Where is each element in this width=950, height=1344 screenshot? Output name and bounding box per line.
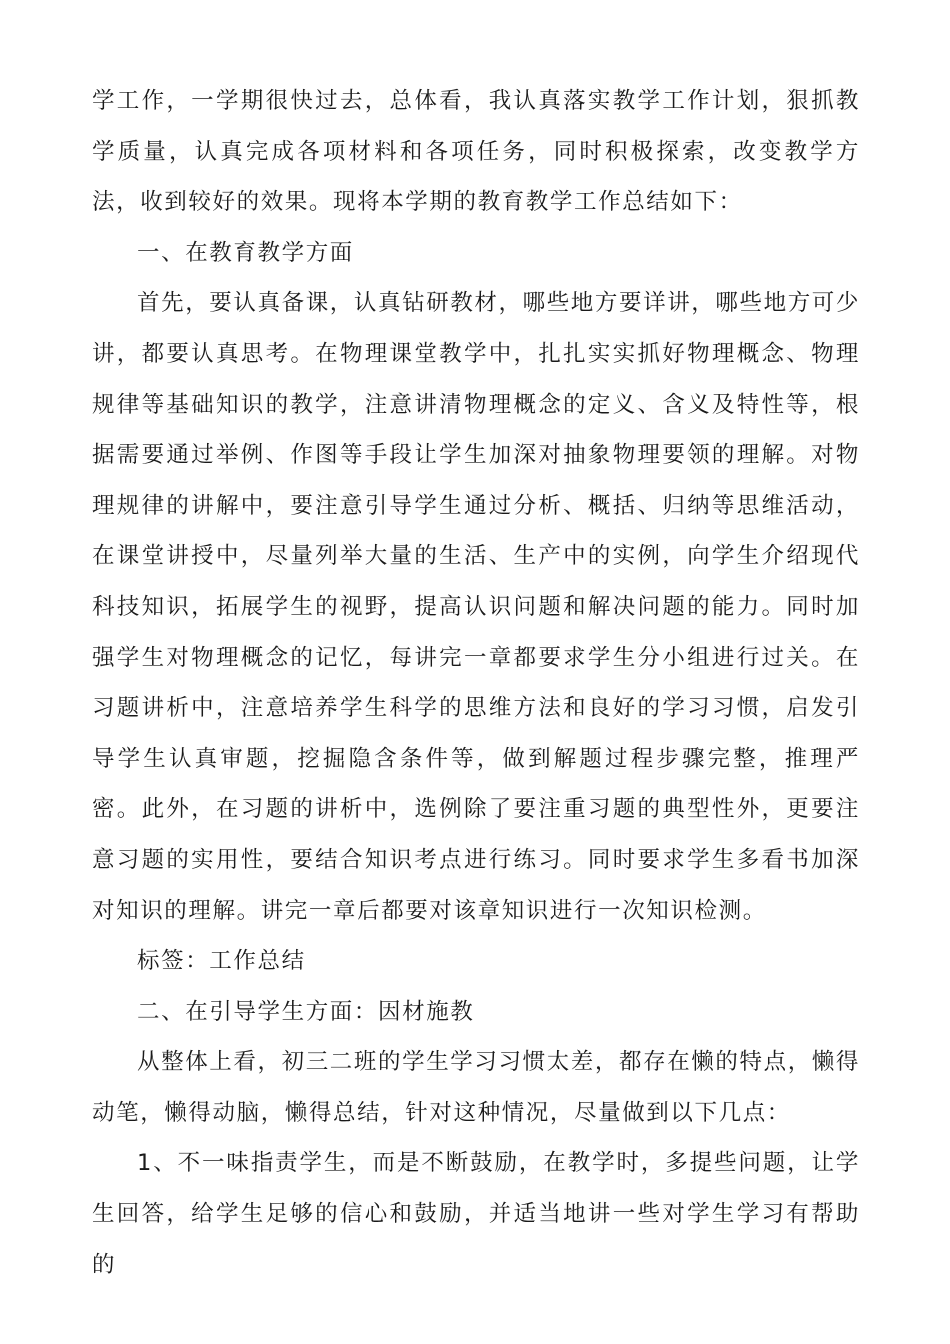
list-item-1: 1、不一味指责学生，而是不断鼓励，在教学时，多提些问题，让学生回答，给学生足够的信心和鼓励，并适当地讲一些对学生学习有帮助的 (92, 1150, 860, 1278)
heading-teaching: 一、在教育教学方面 (137, 239, 354, 266)
tag-line: 标签：工作总结 (137, 948, 306, 975)
heading-guidance: 二、在引导学生方面：因材施教 (137, 998, 475, 1025)
paragraph-teaching-body: 首先，要认真备课，认真钻研教材，哪些地方要详讲，哪些地方可少讲，都要认真思考。在物理课堂教学中，扎扎实实抓好物理概念、物理规律等基础知识的教学，注意讲清物理概念的定义、含义及特性等，根据需要通过举例、作图等手段让学生加深对抽象物理要领的理解。对物理规律的讲解中，要注意引导学生通过分析、概括、归纳等思维活动，在课堂讲授中，尽量列举大量的生活、生产中的实例，向学生介绍现代科技知识，拓展学生的视野，提高认识问题和解决问题的能力。同时加强学生对物理概念的记忆，每讲完一章都要求学生分小组进行过关。在习题讲析中，注意培养学生科学的思维方法和良好的学习习惯，启发引导学生认真审题，挖掘隐含条件等，做到解题过程步骤完整，推理严密。此外，在习题的讲析中，选例除了要注重习题的典型性外，更要注意习题的实用性，要结合知识考点进行练习。同时要求学生多看书加深对知识的理解。讲完一章后都要对该章知识进行一次知识检测。 (92, 290, 861, 924)
paragraph-guidance-body: 从整体上看，初三二班的学生学习习惯太差，都存在懒的特点，懒得动笔，懒得动脑，懒得总结，针对这种情况，尽量做到以下几点： (92, 1049, 861, 1126)
paragraph-intro: 学工作，一学期很快过去，总体看，我认真落实教学工作计划，狠抓教学质量，认真完成各项材料和各项任务，同时积极探索，改变教学方法，收到较好的效果。现将本学期的教育教学工作总结如下： (92, 88, 860, 216)
document-page (92, 76, 860, 1290)
